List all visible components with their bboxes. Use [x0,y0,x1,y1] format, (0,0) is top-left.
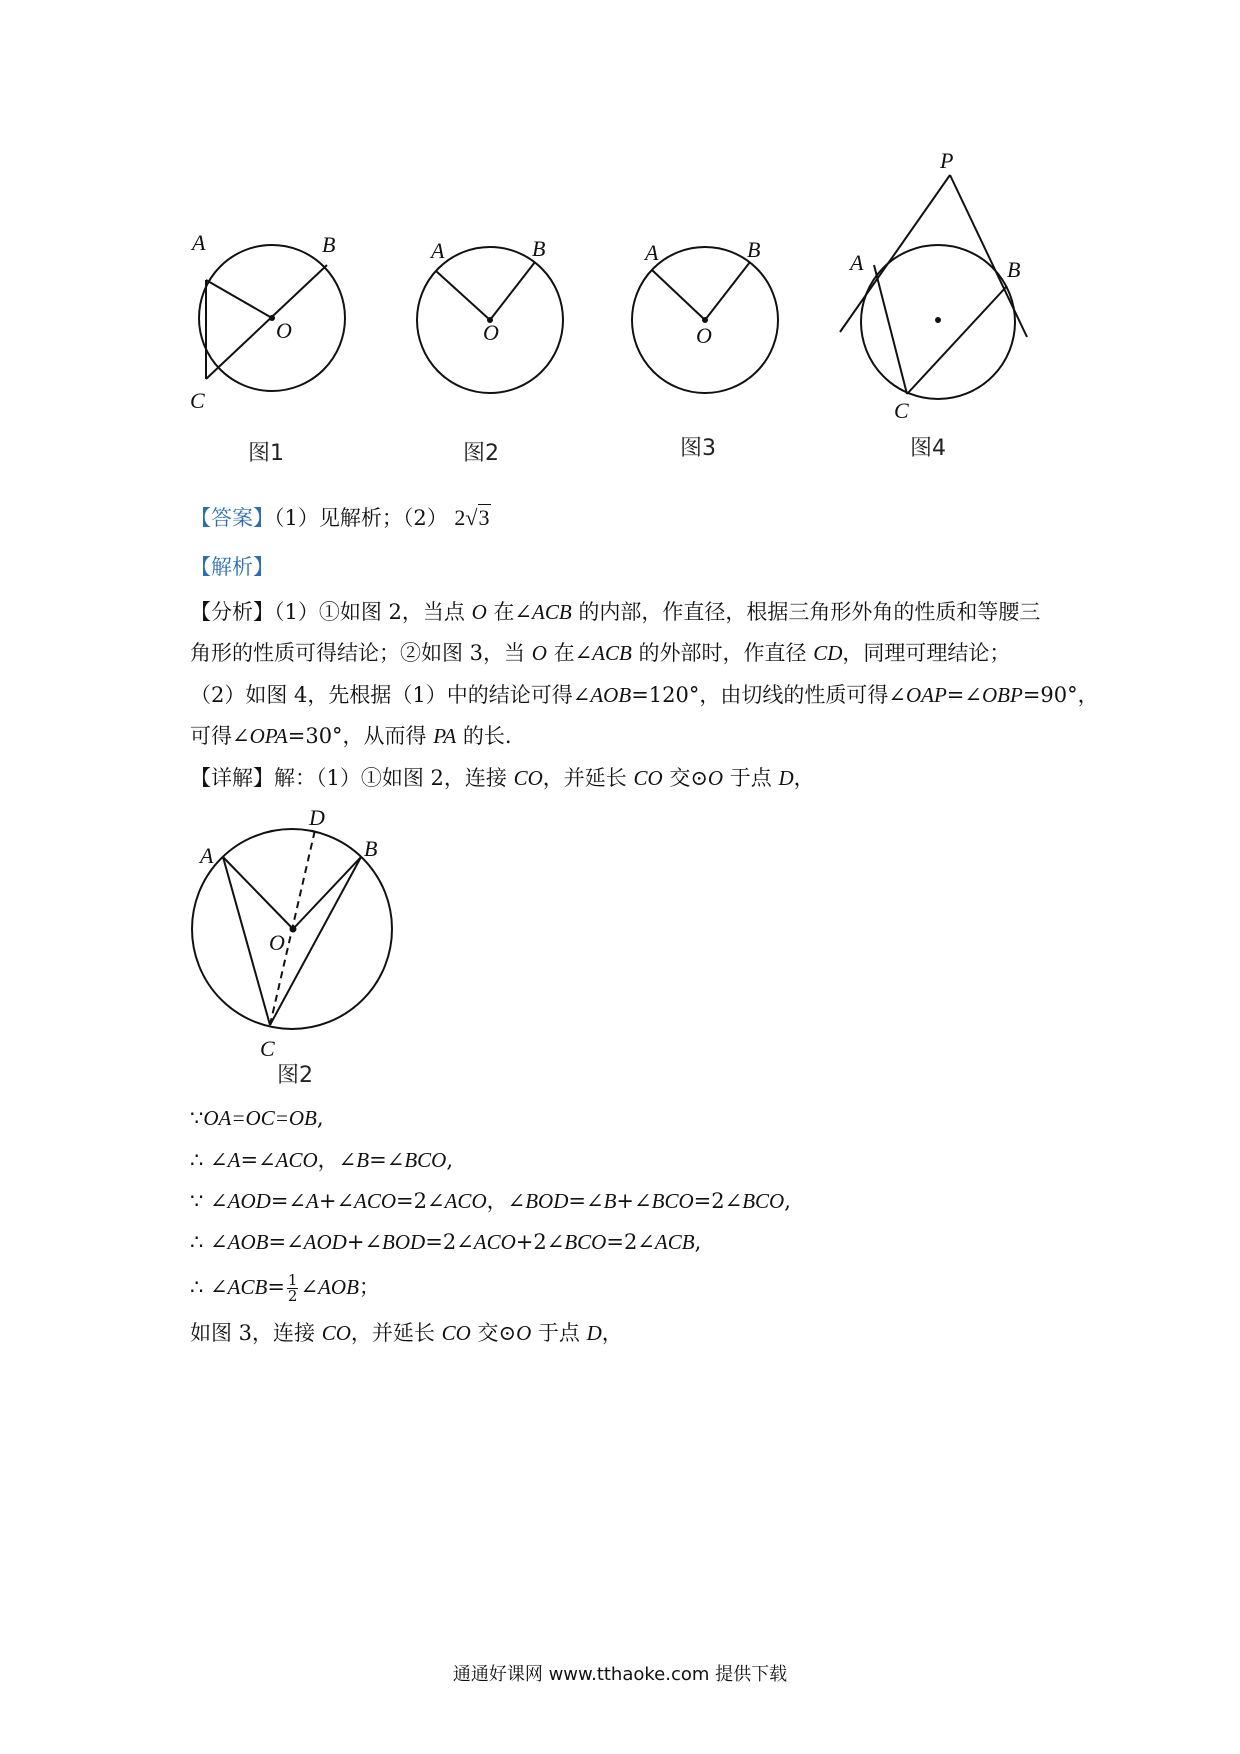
fig1-label-b: B [322,232,336,257]
page-footer: 通通好课网 www.tthaoke.com 提供下载 [452,1664,788,1685]
fig3-label-a: A [645,240,659,265]
fig1-label-o: O [276,318,292,343]
fig4-label-p: P [940,148,954,173]
fig5-label-c: C [260,1036,275,1061]
fenxi-line-3: （2）如图 4，先根据（1）中的结论可得∠AOB=120°，由切线的性质可得∠OAP=∠OBP=90°， [190,683,1099,707]
fig5-caption: 图2 [277,1063,313,1088]
fig1-radius-oa [206,280,272,318]
fig5-label-b: B [364,836,378,861]
fig5-label-a: A [200,843,214,868]
fig5-label-d: D [309,805,325,830]
fig1-diameter-bc [206,265,327,379]
answer-text: （1）见解析；（2） [274,506,448,530]
proof-line-6: 如图 3，连接 CO，并延长 CO 交⊙O 于点 D， [190,1321,623,1345]
proof-line-1: ∵OA=OC=OB, [190,1106,324,1130]
answer-tag: 【答案】 [190,506,274,530]
fig4-chord-ac [874,265,907,394]
fig3-radius-oa [652,270,705,320]
fig5-label-o: O [269,930,285,955]
fig1-caption: 图1 [248,441,284,466]
fig2-label-a: A [431,238,445,263]
fig1-label-c: C [190,388,205,413]
fig1-center-dot [269,315,275,321]
fig3-label-o: O [696,323,712,348]
fig3-radius-ob [705,262,750,320]
fig4-center-dot [935,317,941,323]
figure-5 [185,800,415,1090]
fenxi-line-2: 角形的性质可得结论；②如图 3，当 O 在∠ACB 的外部时，作直径 CD，同理可理结论； [190,641,1011,665]
detail-line-1: 【详解】解：（1）①如图 2，连接 CO，并延长 CO 交⊙O 于点 D， [190,766,815,790]
fig2-label-o: O [483,320,499,345]
fig4-caption: 图4 [910,436,946,461]
fig4-label-b: B [1007,257,1021,282]
fig2-caption: 图2 [463,441,499,466]
fraction-one-half: $\frac{1}{2}$ [287,1271,298,1305]
proof-line-5: ∴ ∠ACB= $\frac{1}{2}$ ∠AOB； [190,1271,380,1305]
figure-3 [610,200,800,460]
fig2-label-b: B [532,236,546,261]
fig4-label-a: A [850,250,864,275]
figure-1 [170,200,360,466]
detail-tag: 【详解】 [190,766,274,790]
analysis-tag: 【解析】 [190,555,274,579]
fig3-caption: 图3 [680,436,716,461]
answer-value: 2√3 [454,505,490,530]
fig4-tangent-pb [950,175,1027,337]
fig1-label-a: A [192,230,206,255]
figure-4 [830,150,1050,460]
fenxi-tag: 【分析】 [190,600,274,624]
proof-line-4: ∴ ∠AOB=∠AOD+∠BOD=2∠ACO+2∠BCO=2∠ACB, [190,1230,702,1254]
proof-line-3: ∵ ∠AOD=∠A+∠ACO=2∠ACO，∠BOD=∠B+∠BCO=2∠BCO, [190,1189,791,1213]
fig2-radius-oa [436,271,490,320]
fig5-center-dot [290,926,297,933]
fig3-label-b: B [747,237,761,262]
figure-2 [395,200,585,466]
fig4-label-c: C [894,398,909,423]
fenxi-line-4: 可得∠OPA=30°，从而得 PA 的长. [190,724,512,748]
proof-line-2: ∴ ∠A=∠ACO，∠B=∠BCO, [190,1148,453,1172]
answer-line [190,503,1070,533]
fig2-radius-ob [490,262,535,320]
fenxi-line-1: 【分析】（1）①如图 2，当点 O 在∠ACB 的内部，作直径，根据三角形外角的性质和等腰三 [190,600,1041,624]
